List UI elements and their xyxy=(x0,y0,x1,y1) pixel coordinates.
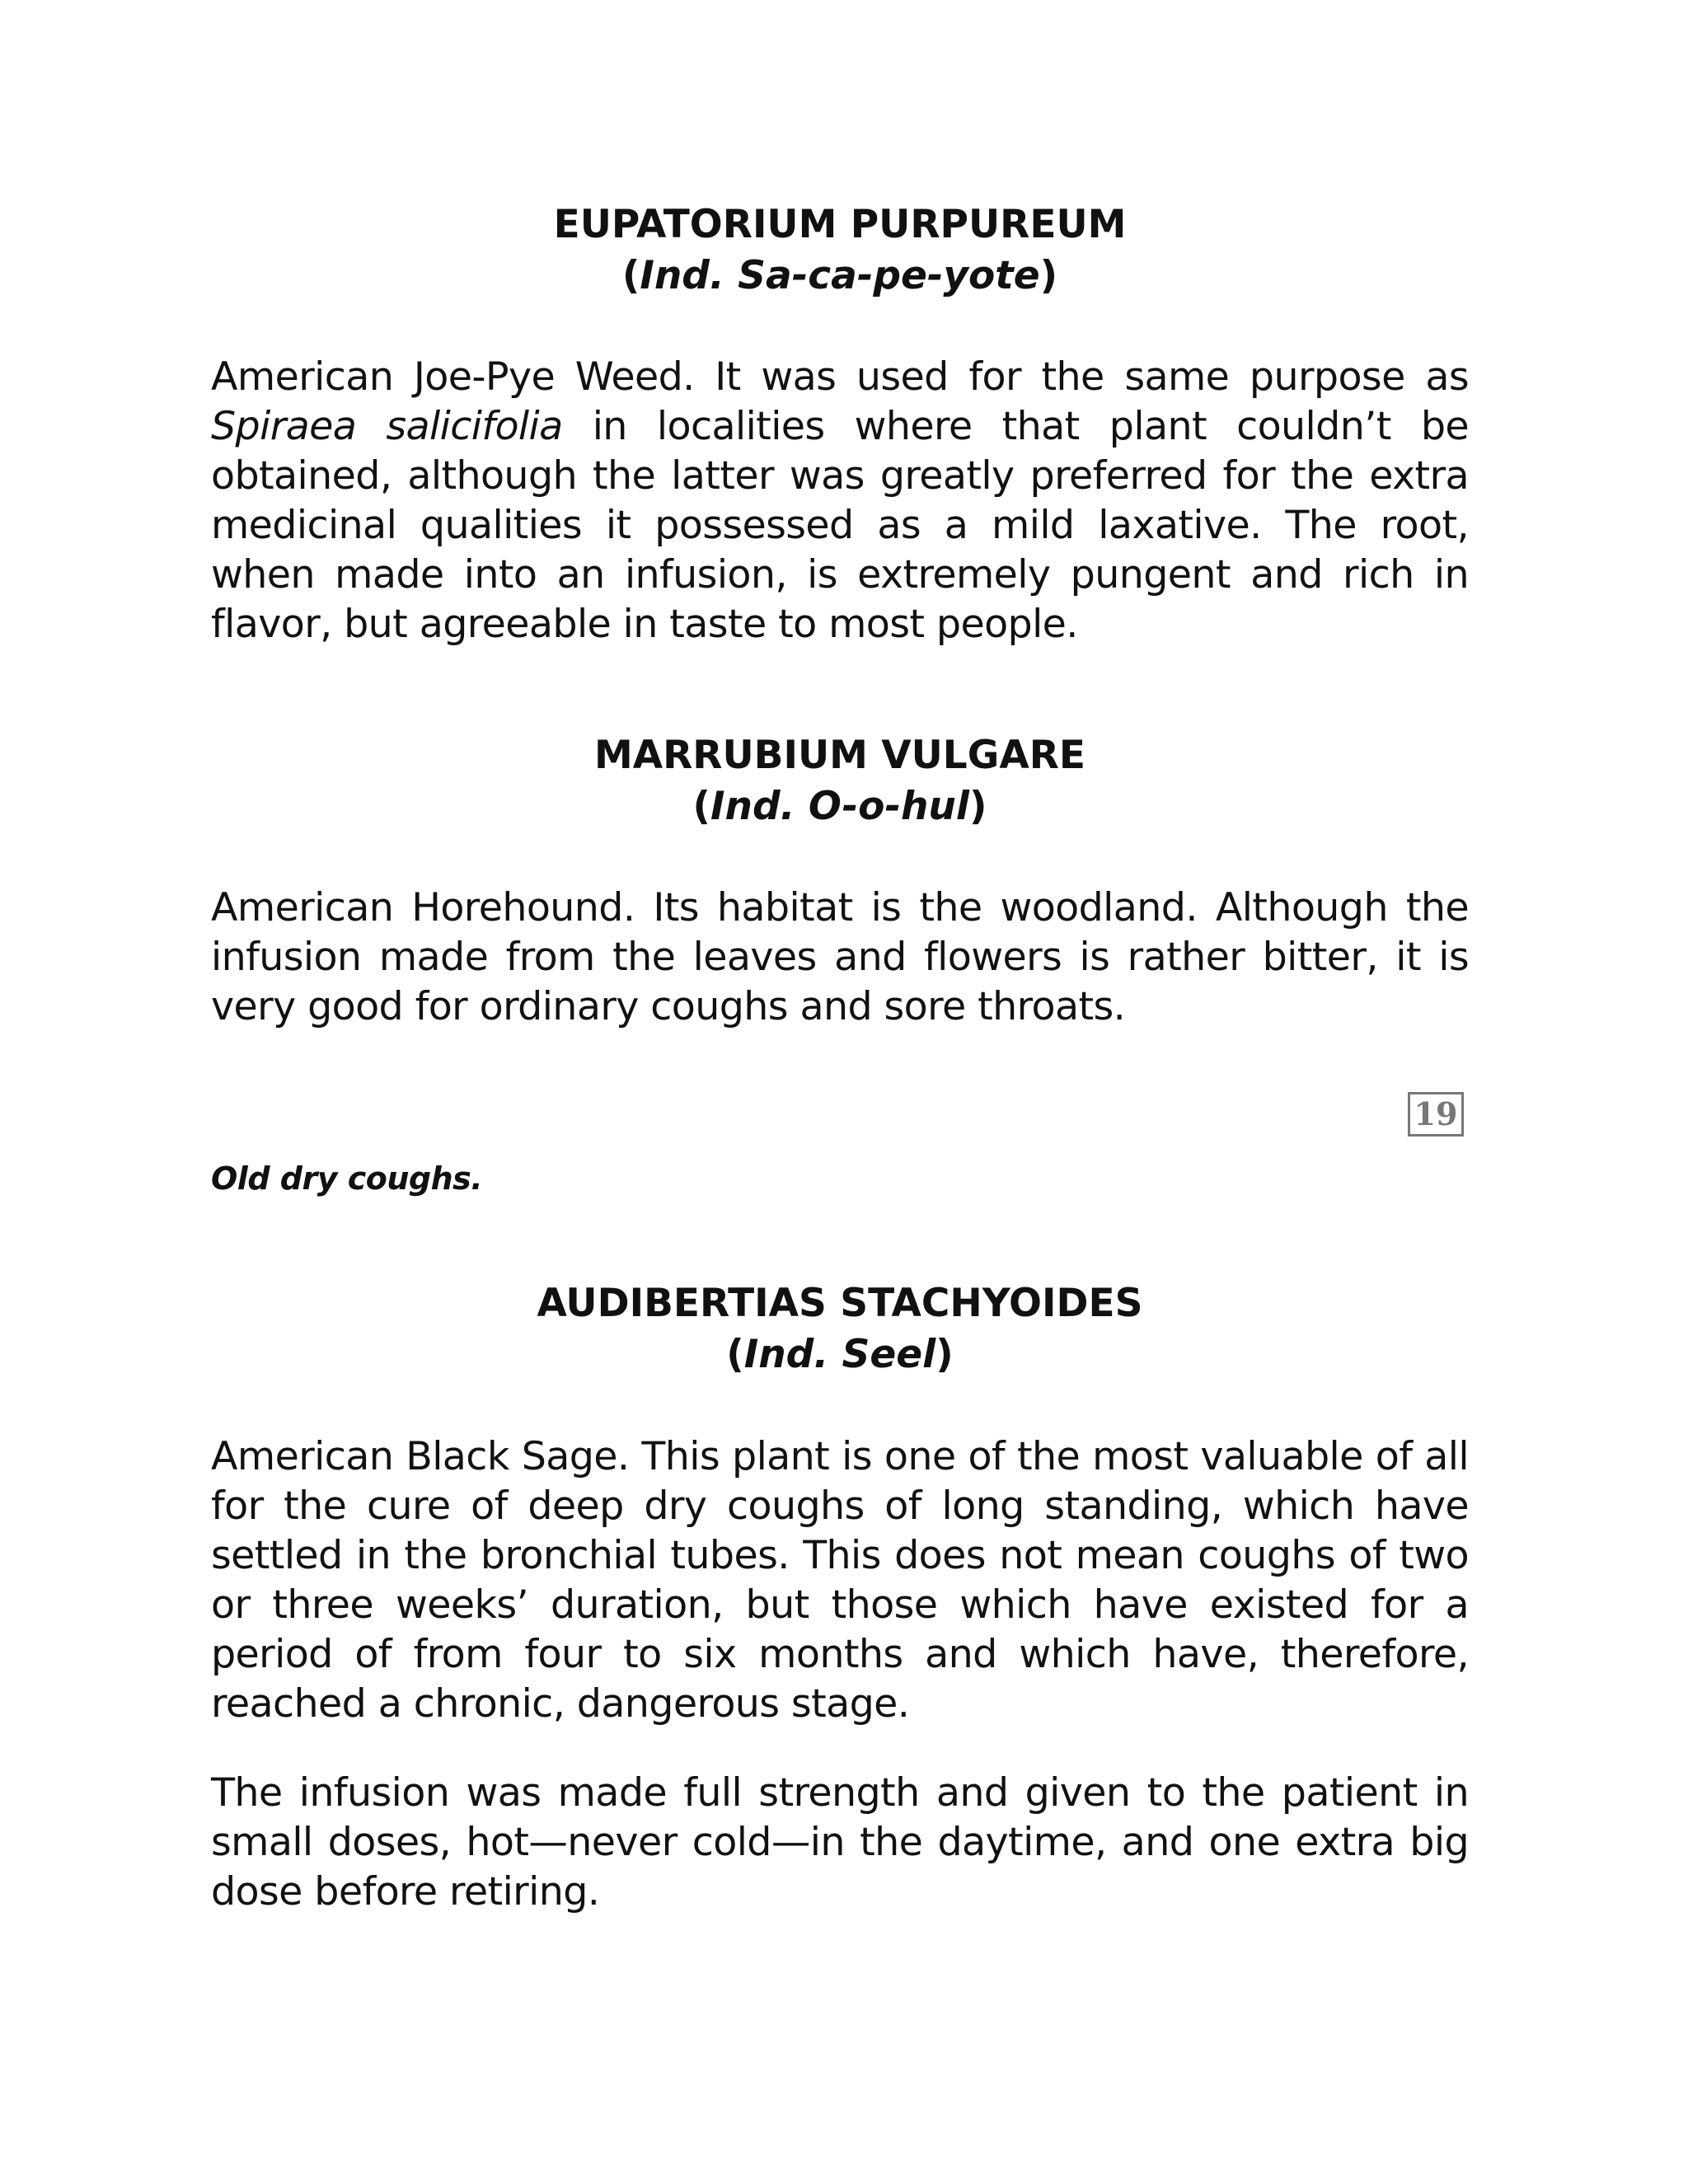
indian-close-paren: ) xyxy=(935,1332,954,1377)
entry-heading-eupatorium xyxy=(211,199,1469,302)
indian-open-paren: ( xyxy=(692,784,711,829)
paragraph-text-start: American Joe-Pye Weed. It was used for the same purpose as xyxy=(211,354,1469,400)
indian-open-paren: ( xyxy=(621,253,640,298)
indian-close-paren: ) xyxy=(968,784,987,829)
italic-species-name: Spiraea salicifolia xyxy=(211,404,563,449)
scientific-name: AUDIBERTIAS STACHYOIDES xyxy=(537,1281,1143,1326)
margin-note: Old dry coughs. xyxy=(211,1160,483,1197)
entry-paragraph xyxy=(211,353,1469,649)
entry-paragraph: American Black Sage. This plant is one of the most valuable of all for the cure of deep dry coughs of long standing, which have settled in the bronchial tubes. This does not mean coughs of two or three weeks’ duration, but those which have existed for a period of from four to six months and which have, therefore, reached a chronic, dangerous stage. xyxy=(211,1434,1469,1727)
entry-paragraph: The infusion was made full strength and given to the patient in small doses, hot—never cold—in the daytime, and one extra big dose before retiring. xyxy=(211,1770,1469,1915)
indian-name: Ind. Sa-ca-pe-yote xyxy=(640,253,1040,298)
indian-open-paren: ( xyxy=(726,1332,744,1377)
entry-heading-marrubium xyxy=(211,730,1469,832)
page-number: 19 xyxy=(1408,1092,1464,1137)
indian-name: Ind. O-o-hul xyxy=(710,784,969,829)
scientific-name: EUPATORIUM PURPUREUM xyxy=(553,202,1127,247)
indian-name: Ind. Seel xyxy=(743,1332,936,1377)
entry-paragraph: American Horehound. Its habitat is the woodland. Although the infusion made from the leaves and flowers is rather bitter, it is very good for ordinary coughs and sore throats. xyxy=(211,885,1469,1029)
indian-name-line xyxy=(211,251,1469,302)
entry-heading-audibertias xyxy=(211,1278,1469,1380)
indian-close-paren: ) xyxy=(1039,253,1058,298)
paragraph-text-end: in localities where that plant couldn’t be obtained, although the latter was greatly preferred for the extra medicinal qualities it possessed as a mild laxative. The root, when made into an infusion, is extremely pungent and rich in flavor, but agreeable in taste to most people. xyxy=(211,404,1469,647)
scientific-name: MARRUBIUM VULGARE xyxy=(593,733,1086,778)
indian-name-line xyxy=(211,781,1469,832)
indian-name-line xyxy=(211,1329,1469,1380)
